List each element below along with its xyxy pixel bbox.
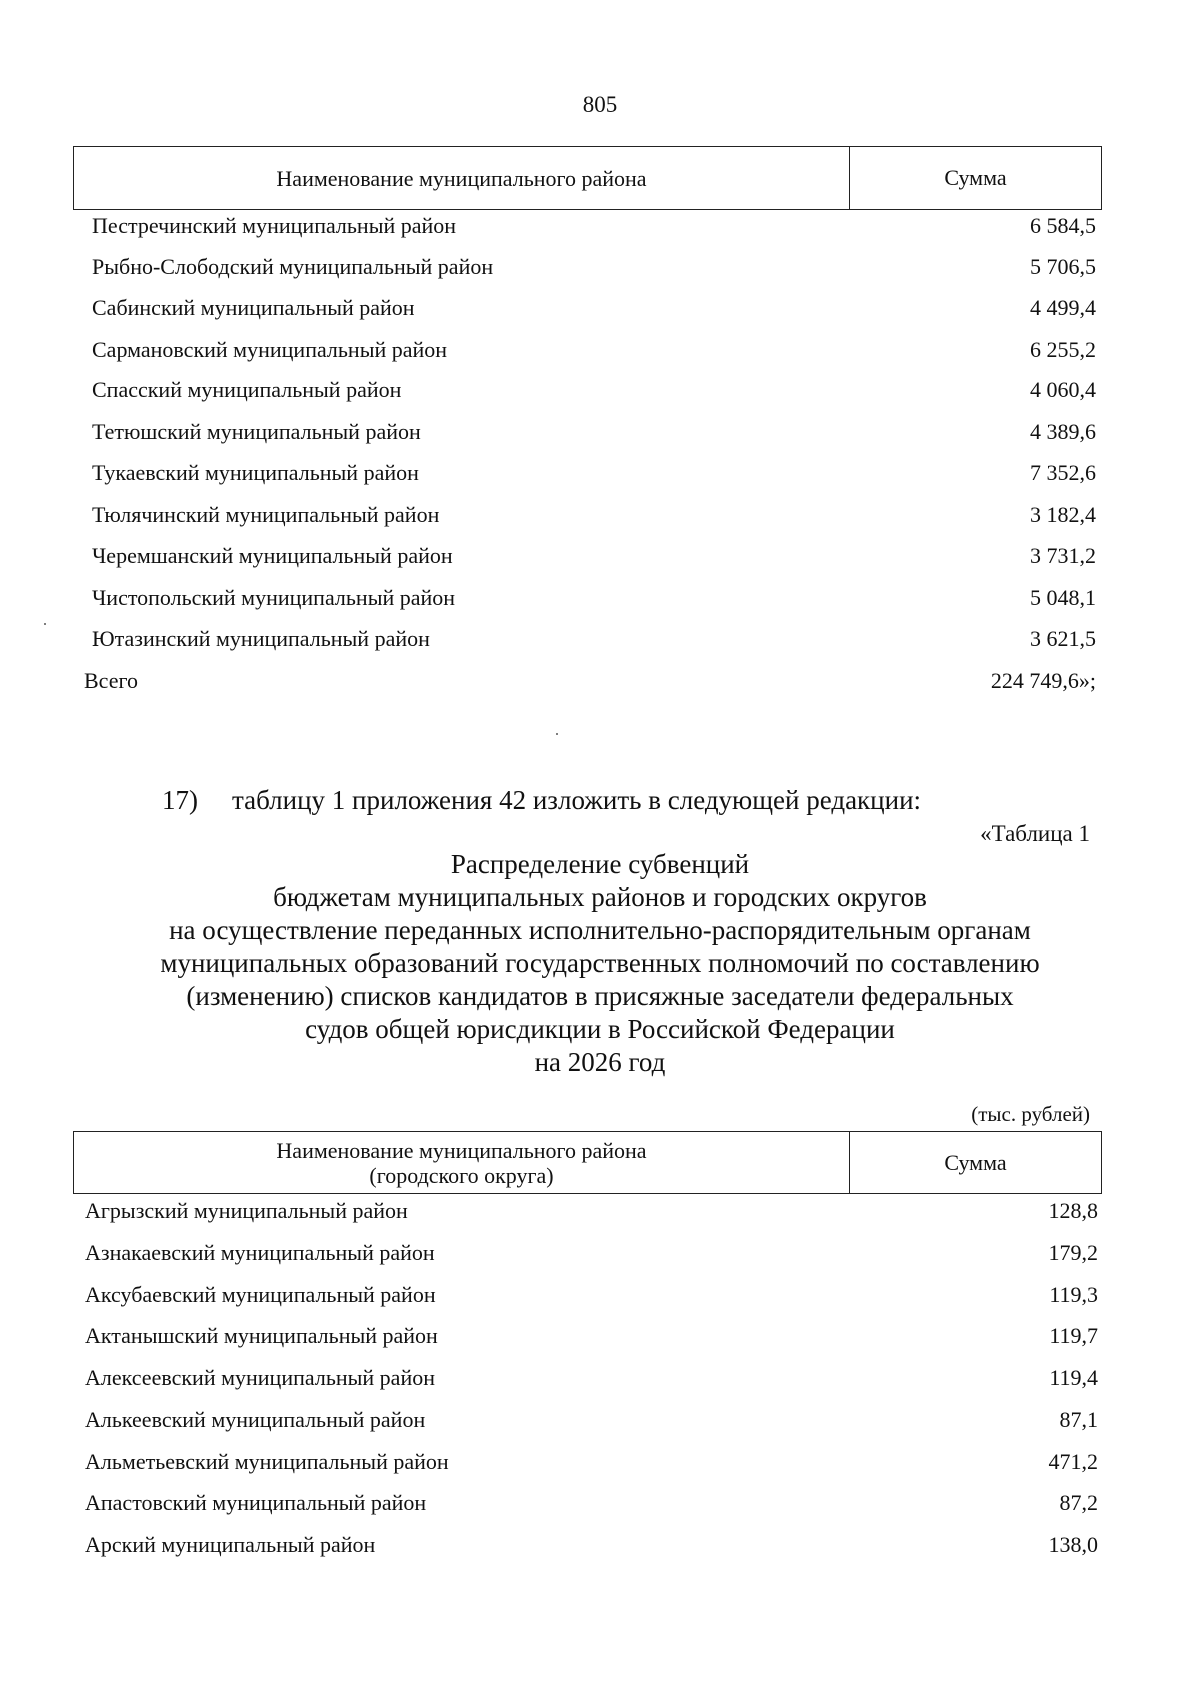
row-name: Спасский муниципальный район	[92, 377, 402, 402]
table-row	[0, 541, 1200, 571]
table-row	[0, 1488, 1200, 1518]
row-value: 119,4	[1049, 1365, 1098, 1390]
row-value: 3 182,4	[1030, 502, 1096, 527]
title-line: (изменению) списков кандидатов в присяжные заседатели федеральных	[186, 981, 1014, 1011]
row-value: 6 584,5	[1030, 213, 1096, 238]
title-line: Распределение субвенций	[450, 849, 750, 879]
table-row	[0, 1530, 1200, 1560]
table-label: «Таблица 1	[980, 821, 1090, 846]
row-name: Тетюшский муниципальный район	[92, 419, 421, 444]
row-value: 471,2	[1048, 1449, 1098, 1474]
title-line: судов общей юрисдикции в Российской Федерации	[305, 1014, 895, 1044]
header-name-line: (городского округа)	[369, 1162, 554, 1188]
table-row	[0, 211, 1200, 241]
title-line: на 2026 год	[534, 1047, 666, 1077]
row-value: 138,0	[1048, 1532, 1098, 1557]
row-value: 7 352,6	[1030, 460, 1096, 485]
row-value: 4 499,4	[1030, 295, 1096, 320]
row-name: Агрызский муниципальный район	[85, 1198, 408, 1223]
units-label: (тыс. рублей)	[971, 1102, 1090, 1126]
row-name: Алексеевский муниципальный район	[85, 1365, 435, 1390]
table-row	[0, 624, 1200, 654]
table-prev-header	[73, 146, 1102, 210]
table-row	[0, 1405, 1200, 1435]
table-row	[0, 458, 1200, 488]
table-row	[0, 583, 1200, 613]
table-prev-header-sum: Сумма	[944, 165, 1007, 190]
total-value: 224 749,6»;	[990, 668, 1096, 693]
table-row	[0, 1280, 1200, 1310]
row-name: Азнакаевский муниципальный район	[85, 1240, 435, 1265]
row-name: Актанышский муниципальный район	[85, 1323, 438, 1348]
table-row	[0, 375, 1200, 405]
table-row	[0, 500, 1200, 530]
title-line: муниципальных образований государственных полномочий по составлению	[160, 948, 1040, 978]
table-new-header-sum: Сумма	[944, 1149, 1007, 1175]
table-title	[0, 848, 1200, 1079]
row-name: Аксубаевский муниципальный район	[85, 1282, 436, 1307]
row-name: Рыбно-Слободский муниципальный район	[92, 254, 494, 279]
row-name: Тукаевский муниципальный район	[92, 460, 419, 485]
table-total-row	[0, 666, 1200, 696]
table-row	[0, 1238, 1200, 1268]
table-row	[0, 1321, 1200, 1351]
row-name: Сабинский муниципальный район	[92, 295, 415, 320]
table-new-header-name	[74, 1132, 850, 1193]
paragraph-text: таблицу 1 приложения 42 изложить в следующей редакции:	[232, 785, 922, 815]
title-line: бюджетам муниципальных районов и городских округов	[273, 882, 927, 912]
page-number: 805	[582, 92, 618, 117]
row-value: 5 048,1	[1030, 585, 1096, 610]
header-name-line: Наименование муниципального района	[276, 1137, 647, 1163]
row-value: 119,7	[1049, 1323, 1098, 1348]
scan-speck	[44, 623, 46, 625]
row-name: Альметьевский муниципальный район	[85, 1449, 449, 1474]
row-value: 179,2	[1048, 1240, 1098, 1265]
table-row	[0, 1363, 1200, 1393]
table-row	[0, 1447, 1200, 1477]
row-name: Тюлячинский муниципальный район	[92, 502, 440, 527]
row-value: 5 706,5	[1030, 254, 1096, 279]
row-name: Арский муниципальный район	[85, 1532, 376, 1557]
row-name: Ютазинский муниципальный район	[92, 626, 430, 651]
row-name: Сармановский муниципальный район	[92, 337, 448, 362]
row-name: Пестречинский муниципальный район	[92, 213, 457, 238]
row-value: 4 389,6	[1030, 419, 1096, 444]
total-label: Всего	[84, 668, 138, 693]
table-row	[0, 293, 1200, 323]
row-name: Черемшанский муниципальный район	[92, 543, 453, 568]
title-line: на осуществление переданных исполнительно-распорядительным органам	[169, 915, 1031, 945]
table-row	[0, 252, 1200, 282]
row-value: 3 731,2	[1030, 543, 1096, 568]
row-value: 87,1	[1059, 1407, 1098, 1432]
table-row	[0, 417, 1200, 447]
table-row	[0, 335, 1200, 365]
row-value: 6 255,2	[1030, 337, 1096, 362]
row-value: 119,3	[1049, 1282, 1098, 1307]
paragraph-number: 17)	[162, 785, 198, 815]
table-new-header	[73, 1131, 1102, 1194]
row-value: 87,2	[1059, 1490, 1098, 1515]
table-row	[0, 1196, 1200, 1226]
row-name: Алькеевский муниципальный район	[85, 1407, 426, 1432]
table-prev-header-name: Наименование муниципального района	[74, 147, 850, 209]
row-value: 128,8	[1048, 1198, 1098, 1223]
scan-speck	[556, 733, 558, 735]
row-value: 3 621,5	[1030, 626, 1096, 651]
row-name: Чистопольский муниципальный район	[92, 585, 456, 610]
row-name: Апастовский муниципальный район	[85, 1490, 427, 1515]
row-value: 4 060,4	[1030, 377, 1096, 402]
